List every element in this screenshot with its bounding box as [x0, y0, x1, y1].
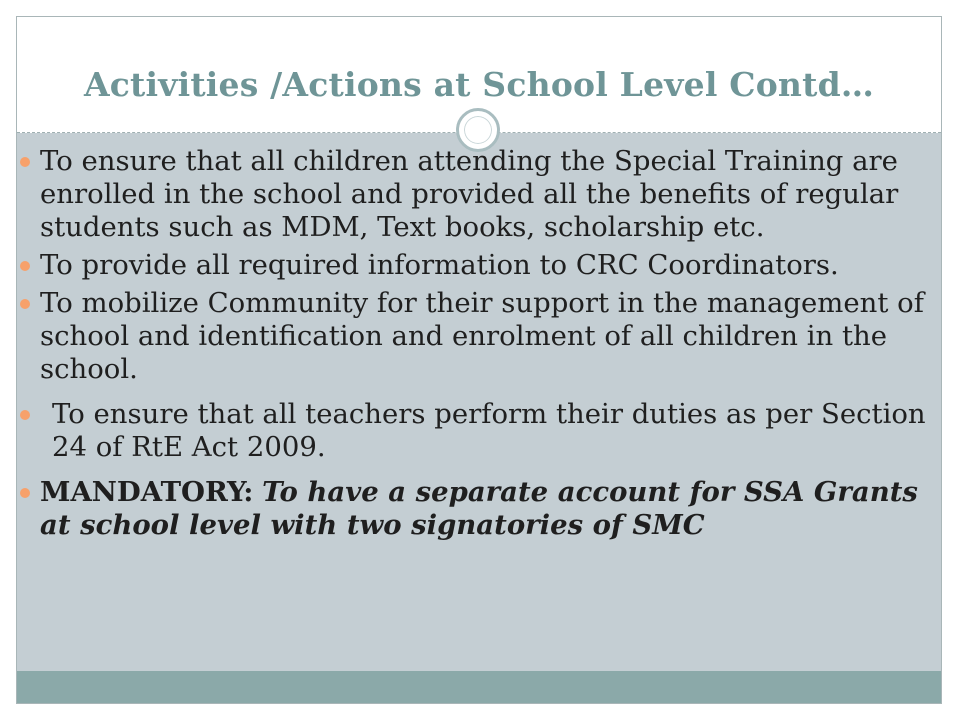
- bullet-dot-icon: [20, 410, 30, 420]
- bullet-dot-icon: [20, 488, 30, 498]
- bullet-item: [20, 249, 950, 282]
- bullet-item-mandatory: [20, 476, 950, 542]
- bullet-list: [20, 145, 950, 547]
- bullet-text: To provide all required information to CRC Coordinators.: [40, 249, 839, 281]
- bullet-dot-icon: [20, 261, 30, 271]
- bullet-dot-icon: [20, 299, 30, 309]
- bullet-item: [20, 145, 950, 244]
- bullet-item: [20, 287, 950, 386]
- mandatory-statement: [40, 476, 950, 542]
- bullet-text: To ensure that all teachers perform their duties as per Section 24 of RtE Act 2009.: [52, 398, 926, 463]
- mandatory-label: MANDATORY:: [40, 476, 254, 508]
- bullet-text: To ensure that all children attending the Special Training are enrolled in the school and provided all the benefits of regular students such as MDM, Text books, scholarship etc.: [40, 145, 899, 243]
- bullet-item: [20, 398, 950, 464]
- slide-title: Activities /Actions at School Level Contd…: [83, 65, 875, 104]
- bullet-text: To mobilize Community for their support in the management of school and identification and enrolment of all children in the school.: [40, 287, 924, 385]
- footer-bar: [17, 671, 941, 703]
- mandatory-text: To have a separate account for SSA Grants at school level with two signatories of SMC: [40, 476, 918, 541]
- bullet-dot-icon: [20, 157, 30, 167]
